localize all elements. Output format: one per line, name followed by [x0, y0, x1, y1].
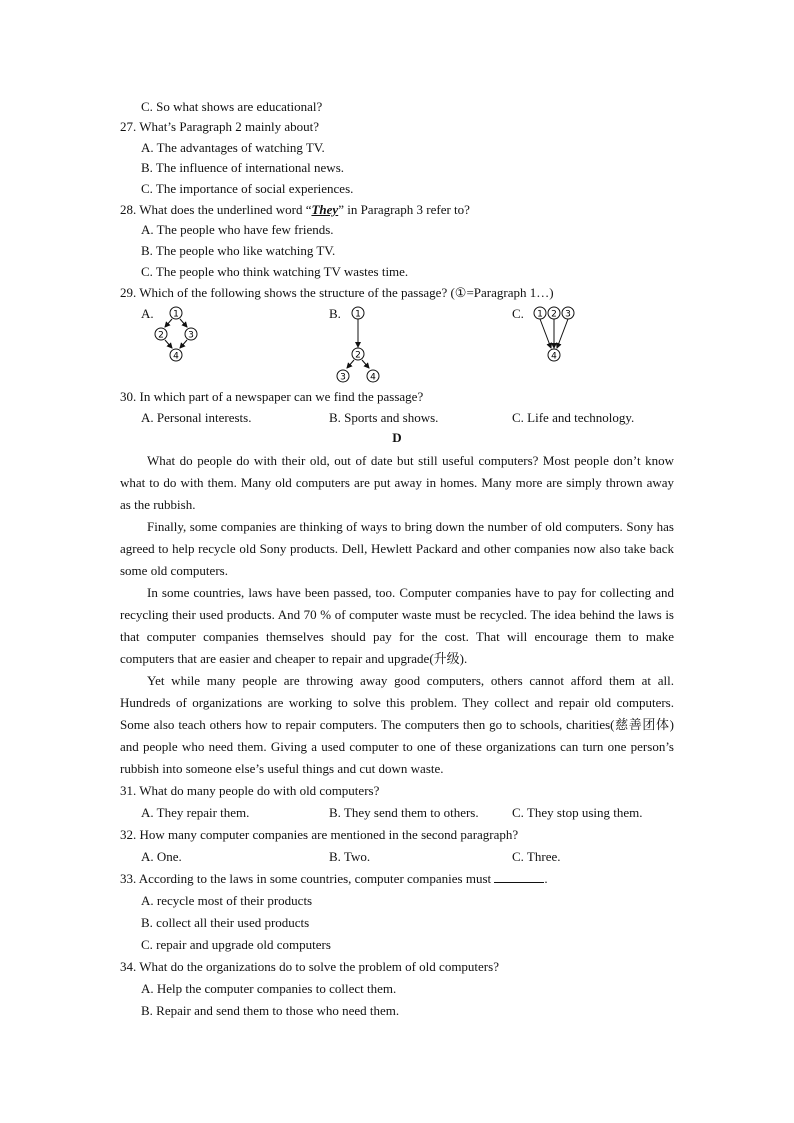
q29-structure-diagram-c: [530, 304, 580, 364]
q33-question-end: .: [544, 871, 548, 886]
svg-text:4: 4: [370, 372, 376, 383]
q28-question-post: ” in Paragraph 3 refer to?: [338, 202, 470, 217]
q31-option-b: B. They send them to others.: [329, 805, 479, 820]
diagram-b-node-3: [337, 370, 349, 383]
q31-option-a: A. They repair them.: [141, 805, 250, 820]
q33-question: [120, 871, 548, 887]
q30-option-b: B. Sports and shows.: [329, 410, 439, 425]
svg-text:3: 3: [188, 330, 194, 341]
svg-text:2: 2: [551, 309, 557, 320]
svg-text:3: 3: [340, 372, 346, 383]
q32-question: 32. How many computer companies are mentioned in the second paragraph?: [120, 827, 519, 842]
q33-option-a: A. recycle most of their products: [141, 893, 313, 908]
q27-option-b: B. The influence of international news.: [141, 160, 345, 175]
q27-option-c: C. The importance of social experiences.: [141, 181, 354, 196]
diagram-c-node-3: [562, 307, 574, 320]
diagram-a-node-2: [155, 328, 167, 341]
diagram-b-node-4: [367, 370, 379, 383]
q28-option-b: B. The people who like watching TV.: [141, 243, 336, 258]
q34-question: 34. What do the organizations do to solve the problem of old computers?: [120, 959, 499, 974]
passage-d-body: [120, 450, 674, 780]
q33-option-b: B. collect all their used products: [141, 915, 310, 930]
q29-structure-diagram-b: [332, 304, 382, 384]
diagram-a-node-3: [185, 328, 197, 341]
diagram-a-node-1: [170, 307, 182, 320]
q27-option-a: A. The advantages of watching TV.: [141, 140, 325, 155]
q34-option-a: A. Help the computer companies to collect them.: [141, 981, 397, 996]
passage-d-title: D: [392, 430, 402, 445]
q28-question-pre: 28. What does the underlined word “: [120, 202, 312, 217]
diagram-a-node-4: [170, 349, 182, 362]
q29-label-a: A.: [141, 306, 154, 321]
q26-option-c: C. So what shows are educational?: [141, 99, 323, 114]
q31-option-c: C. They stop using them.: [512, 805, 643, 820]
q30-question: 30. In which part of a newspaper can we find the passage?: [120, 389, 424, 404]
q30-option-a: A. Personal interests.: [141, 410, 252, 425]
q29-structure-diagram-a: [150, 304, 200, 364]
svg-text:1: 1: [537, 309, 543, 320]
svg-text:4: 4: [173, 351, 179, 362]
q33-question-text: 33. According to the laws in some countries, computer companies must: [120, 871, 492, 886]
svg-text:4: 4: [551, 351, 557, 362]
passage-d-paragraph-1: What do people do with their old, out of date but still useful computers? Most people don’t know what to do with them. Many old computers are put away in homes. Many more are simply thrown away as the rubbish.: [120, 453, 674, 512]
q29-label-c: C.: [512, 306, 524, 321]
q28-underlined-word: They: [311, 202, 339, 217]
svg-text:1: 1: [173, 309, 179, 320]
q33-answer-blank: [494, 871, 544, 883]
q31-question: 31. What do many people do with old computers?: [120, 783, 380, 798]
passage-d-paragraph-3: In some countries, laws have been passed, too. Computer companies have to pay for collecting and recycling their used products. And 70 % of computer waste must be recycled. The idea behind the laws is that computer companies themselves should pay for the cost. That will encourage them to make computers that are easier and cheaper to repair and upgrade(升级).: [120, 585, 674, 666]
q29-question: 29. Which of the following shows the structure of the passage? (①=Paragraph 1…): [120, 285, 554, 300]
diagram-b-node-2: [352, 348, 364, 361]
q27-question: 27. What’s Paragraph 2 mainly about?: [120, 119, 320, 134]
svg-text:1: 1: [355, 309, 361, 320]
diagram-c-node-1: [534, 307, 546, 320]
diagram-b-node-1: [352, 307, 364, 320]
passage-d-paragraph-4: Yet while many people are throwing away good computers, others cannot afford them at all. Hundreds of organizations are working to solve this problem. They collect and repair old computers. Some also teach others how to repair computers. The computers then go to schools, charities(慈善团体) and people who need them. Giving a used computer to one of these organizations can turn one person’s rubbish into someone else’s useful things and cut down waste.: [120, 673, 674, 776]
q32-option-a: A. One.: [141, 849, 182, 864]
svg-text:2: 2: [355, 350, 361, 361]
q29-label-b: B.: [329, 306, 341, 321]
diagram-c-node-2: [548, 307, 560, 320]
q33-option-c: C. repair and upgrade old computers: [141, 937, 331, 952]
svg-text:3: 3: [565, 309, 571, 320]
q32-option-c: C. Three.: [512, 849, 561, 864]
svg-text:2: 2: [158, 330, 164, 341]
passage-d-paragraph-2: Finally, some companies are thinking of ways to bring down the number of old computers. Sony has agreed to help recycle old Sony products. Dell, Hewlett Packard and other companies now also take back some old computers.: [120, 519, 674, 578]
q32-option-b: B. Two.: [329, 849, 371, 864]
q34-option-b: B. Repair and send them to those who need them.: [141, 1003, 400, 1018]
diagram-c-node-4: [548, 349, 560, 362]
q28-option-c: C. The people who think watching TV wastes time.: [141, 264, 409, 279]
q30-option-c: C. Life and technology.: [512, 410, 635, 425]
q28-option-a: A. The people who have few friends.: [141, 222, 334, 237]
q28-question: [120, 202, 470, 218]
